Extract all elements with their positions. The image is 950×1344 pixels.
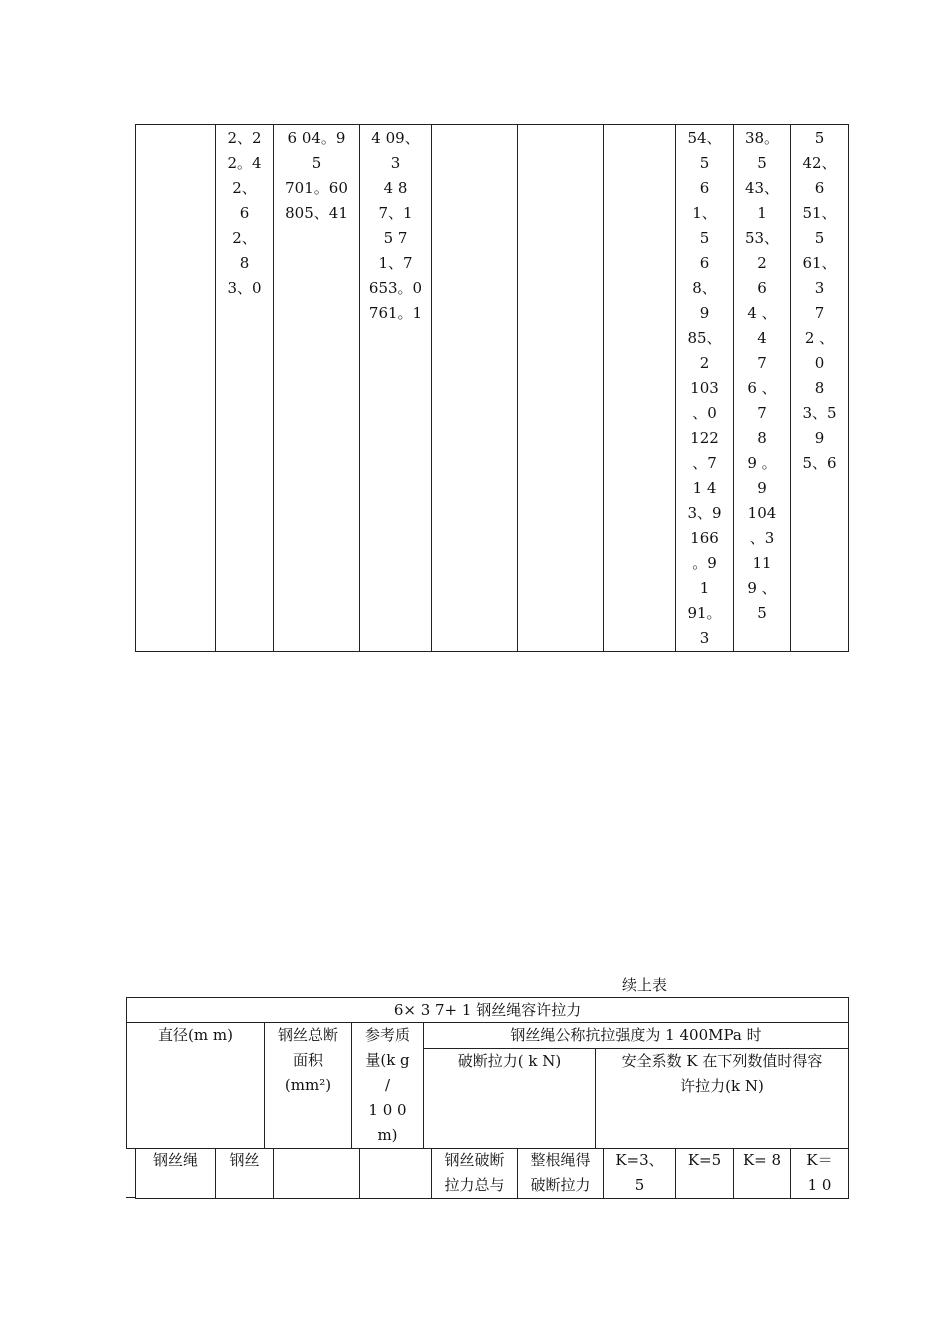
cell-line: 2、2 bbox=[227, 129, 262, 147]
sub-cell bbox=[216, 1148, 274, 1199]
cell-line: 4 、 bbox=[747, 304, 777, 322]
diameter-header: 直径(m m) bbox=[127, 1023, 265, 1149]
cell-line: 钢丝总断 bbox=[277, 1026, 338, 1044]
allowable-header bbox=[596, 1049, 849, 1149]
cell-line: 9 bbox=[757, 479, 767, 497]
cell-line: 3 bbox=[390, 154, 401, 172]
cell-line: 6 bbox=[757, 279, 767, 297]
cell-line: 8、 bbox=[692, 279, 717, 297]
cell-line: 9 。 bbox=[747, 454, 777, 472]
cell-line: 9 bbox=[699, 304, 710, 322]
cell-line: 61、 bbox=[802, 254, 837, 272]
cell-line: 104 bbox=[747, 504, 777, 522]
cell-line: 4 09、 bbox=[371, 129, 420, 147]
cell-line: 5 bbox=[311, 154, 322, 172]
cell-line: 3 bbox=[814, 279, 825, 297]
cell-line: 5 bbox=[757, 154, 767, 172]
top-cell bbox=[432, 125, 518, 652]
cell-line: 53、 bbox=[744, 229, 780, 247]
cell-line: 9 、 bbox=[747, 579, 777, 597]
title-row bbox=[127, 998, 849, 1023]
top-cell bbox=[676, 125, 734, 652]
top-cell bbox=[136, 125, 216, 652]
area-header bbox=[265, 1023, 352, 1149]
cell-line: 3 bbox=[699, 629, 710, 647]
cell-line: 103 bbox=[690, 379, 719, 397]
cell-line: 761。1 bbox=[368, 304, 423, 322]
top-cell bbox=[604, 125, 676, 652]
top-cell bbox=[216, 125, 274, 652]
cell-line: 拉力总与 bbox=[444, 1176, 505, 1194]
cell-line: 钢丝破断 bbox=[444, 1151, 505, 1169]
top-table-row bbox=[136, 125, 849, 652]
cell-line: 2、 bbox=[232, 229, 257, 247]
cell-line: 7 bbox=[814, 304, 825, 322]
cell-line: 8 bbox=[814, 379, 825, 397]
cell-line: 4 bbox=[757, 329, 767, 347]
cell-line: 5 7 bbox=[383, 229, 408, 247]
sub-cell bbox=[676, 1148, 734, 1199]
cell-line: 1 4 bbox=[692, 479, 717, 497]
cell-line: K=5 bbox=[687, 1151, 722, 1169]
cell-line: 整根绳得 bbox=[530, 1151, 591, 1169]
strength-header: 钢丝绳公称抗拉强度为 1 400MPa 时 bbox=[424, 1023, 849, 1049]
cell-line: 6 bbox=[239, 204, 250, 222]
bottom-table bbox=[126, 997, 849, 1149]
cell-line: 参考质 bbox=[364, 1026, 410, 1044]
top-cell bbox=[791, 125, 849, 652]
cell-line: 51、 bbox=[802, 204, 837, 222]
cell-line: 3、5 bbox=[802, 404, 837, 422]
cell-line: 2、 bbox=[232, 179, 257, 197]
cell-line: 5 bbox=[699, 154, 710, 172]
cell-line: 6 bbox=[699, 254, 710, 272]
cell-line: 8 bbox=[757, 429, 767, 447]
table-stub-line bbox=[126, 1197, 135, 1198]
continued-label: 续上表 bbox=[622, 976, 668, 994]
cell-line: 5 bbox=[634, 1176, 645, 1194]
cell-line: 钢丝绳 bbox=[152, 1151, 198, 1169]
cell-line: 许拉力(k N) bbox=[680, 1077, 764, 1095]
cell-line: 1 bbox=[699, 579, 710, 597]
cell-line: 5 bbox=[814, 229, 825, 247]
top-cell bbox=[734, 125, 791, 652]
cell-line: 6 04。9 bbox=[287, 129, 346, 147]
cell-line: 7 bbox=[757, 404, 767, 422]
cell-line: 1、 bbox=[692, 204, 717, 222]
cell-line: 6 bbox=[699, 179, 710, 197]
top-cell bbox=[518, 125, 604, 652]
cell-line: K＝ bbox=[806, 1151, 833, 1169]
cell-line: 面积 bbox=[292, 1051, 323, 1069]
cell-line: 8 bbox=[239, 254, 250, 272]
top-table bbox=[135, 124, 849, 652]
cell-line: K=3、 bbox=[615, 1151, 664, 1169]
cell-line: 2 bbox=[757, 254, 767, 272]
cell-line: 805、41 bbox=[285, 204, 348, 222]
sub-cell bbox=[604, 1148, 676, 1199]
cell-line: 1 0 bbox=[807, 1176, 832, 1194]
cell-line: 0 bbox=[814, 354, 825, 372]
cell-line: 、7 bbox=[692, 454, 717, 472]
sub-cell bbox=[136, 1148, 216, 1199]
table-title: 6× 3 7+ 1 钢丝绳容许拉力 bbox=[127, 998, 849, 1023]
cell-line: 91。 bbox=[687, 604, 722, 622]
top-cell bbox=[274, 125, 360, 652]
cell-line: 7 bbox=[757, 354, 767, 372]
breaking-header: 破断拉力( k N) bbox=[424, 1049, 596, 1149]
sub-cell bbox=[734, 1148, 791, 1199]
cell-line: 7、1 bbox=[378, 204, 413, 222]
cell-line: 43、 bbox=[744, 179, 780, 197]
cell-line: 38。 bbox=[744, 129, 780, 147]
cell-line: 3、9 bbox=[687, 504, 722, 522]
cell-line: (mm²) bbox=[284, 1076, 332, 1094]
cell-line: 122 bbox=[690, 429, 719, 447]
bottom-subheader-table bbox=[135, 1148, 849, 1199]
cell-line: 701。60 bbox=[285, 179, 348, 197]
mass-header bbox=[352, 1023, 424, 1149]
cell-line: / bbox=[384, 1076, 391, 1094]
cell-line: 量(k g bbox=[365, 1051, 410, 1069]
cell-line: 2 bbox=[699, 354, 710, 372]
sub-cell bbox=[518, 1148, 604, 1199]
sub-cell bbox=[432, 1148, 518, 1199]
top-cell bbox=[360, 125, 432, 652]
subheader-row bbox=[136, 1148, 849, 1199]
sub-cell bbox=[360, 1148, 432, 1199]
cell-line: 5 bbox=[699, 229, 710, 247]
cell-line: 54、 bbox=[687, 129, 722, 147]
cell-line: 42、 bbox=[802, 154, 837, 172]
cell-line: 5、6 bbox=[802, 454, 837, 472]
sub-cell bbox=[791, 1148, 849, 1199]
cell-line: 6 bbox=[814, 179, 825, 197]
sub-cell bbox=[274, 1148, 360, 1199]
cell-line: m) bbox=[377, 1126, 398, 1144]
cell-line: 2 、 bbox=[804, 329, 835, 347]
cell-line: 安全系数 K 在下列数值时得容 bbox=[621, 1052, 823, 1070]
cell-line: 、0 bbox=[692, 404, 717, 422]
cell-line: 653。0 bbox=[368, 279, 423, 297]
cell-line: 9 bbox=[814, 429, 825, 447]
cell-line: 2。4 bbox=[227, 154, 262, 172]
cell-line: 11 bbox=[752, 554, 772, 572]
cell-line: 1 0 0 bbox=[368, 1101, 407, 1119]
cell-line: 4 8 bbox=[383, 179, 408, 197]
cell-line: 166 bbox=[690, 529, 719, 547]
header-row-1 bbox=[127, 1023, 849, 1049]
cell-line: 、3 bbox=[749, 529, 775, 547]
cell-line: 破断拉力 bbox=[530, 1176, 591, 1194]
cell-line: 1、7 bbox=[378, 254, 413, 272]
cell-line: 5 bbox=[757, 604, 767, 622]
cell-line: 85、 bbox=[687, 329, 722, 347]
cell-line: 6 、 bbox=[747, 379, 777, 397]
cell-line: 1 bbox=[757, 204, 767, 222]
cell-line: 3、0 bbox=[227, 279, 262, 297]
cell-line: K= 8 bbox=[742, 1151, 782, 1169]
cell-line: 钢丝 bbox=[229, 1151, 260, 1169]
cell-line: 。9 bbox=[692, 554, 717, 572]
cell-line: 5 bbox=[814, 129, 825, 147]
